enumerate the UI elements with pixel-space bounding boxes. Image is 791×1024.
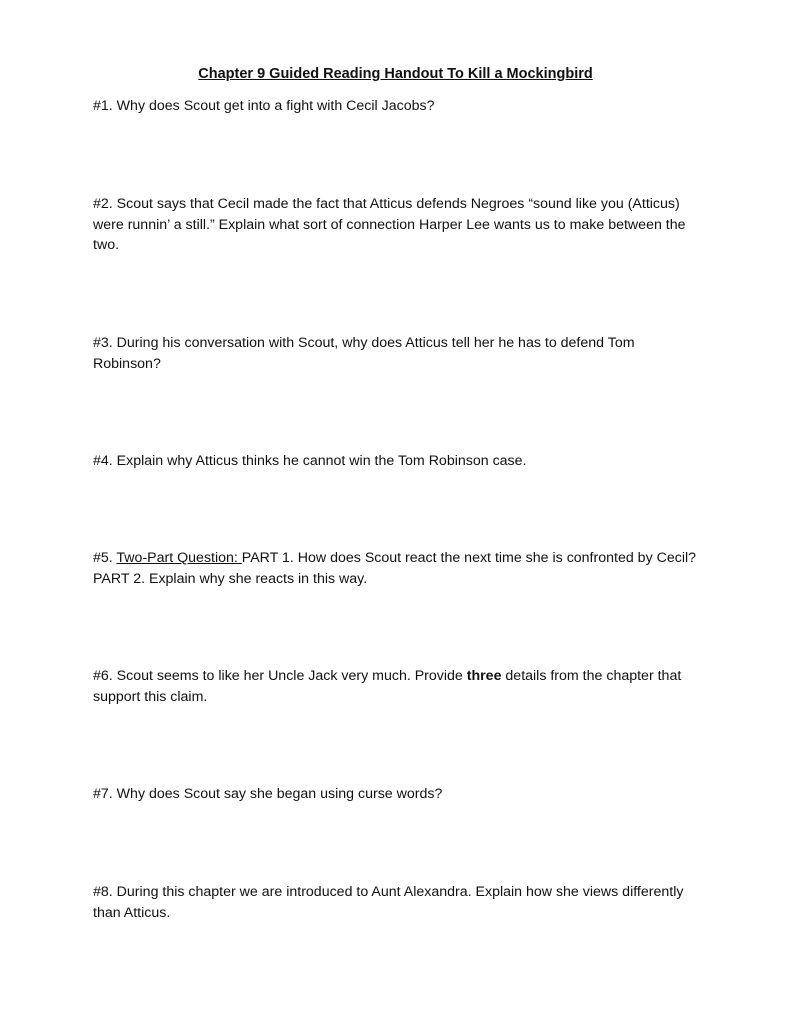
question-8: #8. During this chapter we are introduced to Aunt Alexandra. Explain how she views differently than Atticus. (93, 884, 684, 921)
question-5-text: PART 1. How does Scout react the next time she is confronted by Cecil? PART 2. Explain why she reacts in this way. (93, 550, 697, 587)
question-6-text-after: details from the chapter that support this claim. (93, 668, 682, 705)
question-6-emphasis: three (466, 668, 502, 684)
question-2: #2. Scout says that Cecil made the fact that Atticus defends Negroes “sound like you (Atticus) were runnin’ a still.” Explain what sort of connection Harper Lee wants us to make between the two. (93, 196, 686, 253)
two-part-label: Two-Part Question: (116, 550, 242, 566)
page-title: Chapter 9 Guided Reading Handout To Kill a Mockingbird (198, 66, 593, 82)
question-6-text-before: #6. Scout seems to like her Uncle Jack very much. Provide (93, 668, 467, 684)
question-3: #3. During his conversation with Scout, why does Atticus tell her he has to defend Tom Robinson? (93, 335, 635, 372)
question-5-number: #5. (93, 550, 117, 566)
question-4: #4. Explain why Atticus thinks he cannot win the Tom Robinson case. (93, 453, 527, 469)
question-7: #7. Why does Scout say she began using curse words? (93, 786, 443, 802)
question-6 (93, 666, 703, 707)
question-5 (93, 548, 703, 589)
question-1: #1. Why does Scout get into a fight with Cecil Jacobs? (93, 98, 435, 114)
